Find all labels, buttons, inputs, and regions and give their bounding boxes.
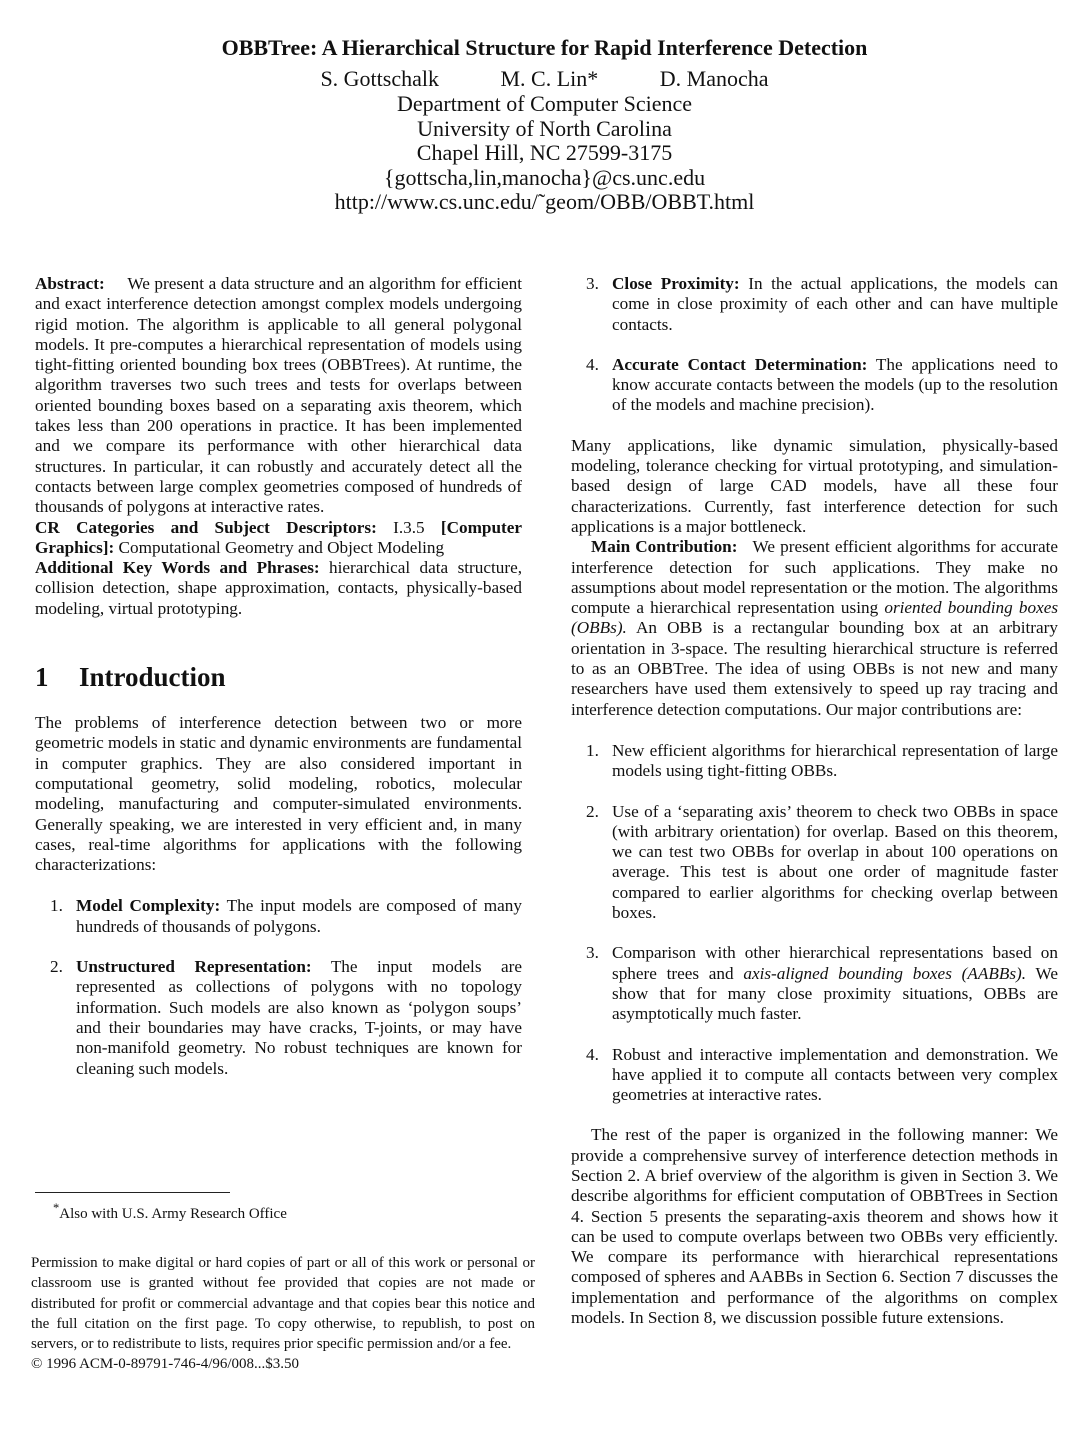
applications-paragraph: Many applications, like dynamic simulation, physically-based modeling, tolerance checking for virtual prototyping, and simulation-based design of large CAD models, have all these four characterizations. Currently, fast interference detection for such applications is a major bottleneck. <box>571 435 1058 536</box>
footnote-text: Also with U.S. Army Research Office <box>59 1206 287 1222</box>
list-number: 4. <box>586 354 599 374</box>
abstract-label: Abstract: <box>35 274 105 293</box>
list-item <box>571 355 1058 416</box>
project-url[interactable]: http://www.cs.unc.edu/˜geom/OBB/OBBT.html <box>334 189 755 214</box>
list-item <box>571 274 1058 335</box>
keywords-label: Additional Key Words and Phrases: <box>35 558 320 578</box>
list-item-text: The input models are composed of many hundreds of thousands of polygons. <box>76 896 522 936</box>
cr-label: CR Categories and Subject Descriptors: <box>35 517 377 537</box>
affiliation-line: Chapel Hill, NC 27599-3175 <box>416 140 673 165</box>
main-contribution-text: An OBB is a rectangular bounding box at an arbitrary orientation in 3-space. The resulting hierarchical structure is referred to as an OBBTree. The idea of using OBBs is not new and many researchers have used them extensively to speed up ray tracing and interference detection computations. Our major contributions are: <box>571 618 1058 719</box>
affiliation-line: Department of Computer Science <box>396 91 693 116</box>
keywords <box>35 558 522 619</box>
paper-title: OBBTree: A Hierarchical Structure for Rapid Interference Detection <box>221 35 868 60</box>
abstract-text: We present a data structure and an algorithm for efficient and exact interference detection amongst complex models undergoing rigid motion. The algorithm is applicable to all general polygonal models. It pre-computes a hierarchical representation of models using tight-fitting oriented bounding box trees (OBBTrees). At runtime, the algorithm traverses two such trees and tests for overlaps between oriented bounding boxes based on a separating axis theorem, which takes less than 200 operations in practice. It has been implemented and we compare its performance with other hierarchical data structures. In particular, it can robustly and accurately detect all the contacts between large complex geometries composed of hundreds of thousands of polygons at interactive rates. <box>35 274 522 517</box>
list-item-label: Accurate Contact Determination: <box>612 354 868 374</box>
list-item-text: The input models are represented as collections of polygons with no topology information. Such models are also known as ‘polygon soups’ and their boundaries may have cracks, T-joints, or may have non-manifold geometry. No robust techniques are known for cleaning such models. <box>76 957 522 1078</box>
list-item <box>35 957 522 1079</box>
list-number: 4. <box>586 1044 599 1064</box>
list-item-text: Use of a ‘separating axis’ theorem to check two OBBs in space (with arbitrary orientation) for overlap. Based on this theorem, we can test two OBBs for overlap in about 100 operations on average. This test is about one order of magnitude faster compared to earlier algorithms for checking overlap between boxes. <box>612 801 1058 923</box>
list-number: 3. <box>586 274 599 293</box>
cr-bold: [Computer Graphics]: <box>35 517 523 557</box>
copyright-line: © 1996 ACM-0-89791-746-4/96/008...$3.50 <box>31 1356 300 1373</box>
list-item <box>571 1045 1058 1106</box>
section-heading <box>35 661 522 693</box>
list-item <box>571 741 1058 782</box>
list-number: 2. <box>586 801 599 821</box>
list-number: 2. <box>50 957 63 977</box>
list-item-text: Robust and interactive implementation and demonstration. We have applied it to compute all contacts between very complex geometries at interactive rates. <box>612 1044 1058 1105</box>
footnote-rule <box>35 1192 230 1193</box>
contribution-list <box>571 741 1058 1105</box>
list-item-label: Close Proximity: <box>612 274 740 293</box>
author-name: D. Manocha <box>659 66 769 91</box>
affiliation-line: University of North Carolina <box>417 115 672 141</box>
list-item-label: Unstructured Representation: <box>76 957 312 977</box>
main-contribution-paragraph <box>571 537 1058 720</box>
intro-paragraph: The problems of interference detection between two or more geometric models in static and dynamic environments are fundamental in computer graphics. They are also considered important in computational geometry, solid modeling, robotics, molecular modeling, manufacturing and computer-simulated environments. Generally speaking, we are interested in very efficient and, in many cases, real-time algorithms for applications with the following characterizations: <box>35 713 522 875</box>
footnote-mark: * <box>53 1201 60 1215</box>
characterization-list-continued <box>571 274 1058 416</box>
main-contribution-label: Main Contribution: <box>591 537 738 557</box>
author-name: M. C. Lin* <box>500 66 599 91</box>
author-name: S. Gottschalk <box>320 66 439 91</box>
list-item-italic: axis-aligned bounding boxes (AABBs). <box>743 963 1027 983</box>
organization-paragraph: The rest of the paper is organized in the following manner: We provide a comprehensive survey of interference detection methods in Section 2. A brief overview of the algorithm is given in Section 3. We describe algorithms for efficient computation of OBBTrees in Section 4. Section 5 presents the separating-axis theorem and shows how it can be used to compute overlaps between two OBBs very efficiently. We compare its performance with hierarchical representations composed of spheres and AABBs in Section 6. Section 7 discusses the implementation and performance of the algorithms on complex models. In Section 8, we discussion possible future extensions. <box>571 1125 1058 1328</box>
section-title: Introduction <box>79 662 226 693</box>
list-item <box>571 943 1058 1024</box>
permission-notice <box>31 1253 535 1375</box>
author-list <box>0 66 1089 92</box>
author-emails: {gottscha,lin,manocha}@cs.unc.edu <box>383 164 706 190</box>
list-item-text: Comparison with other hierarchical representations based on sphere trees and <box>612 943 1058 983</box>
characterization-list <box>35 896 522 1078</box>
cr-categories <box>35 518 522 559</box>
list-item <box>571 802 1058 924</box>
cr-code: I.3.5 <box>393 517 425 537</box>
main-contribution-italic: oriented bounding boxes (OBBs). <box>571 598 1059 638</box>
paper-header <box>0 34 1089 215</box>
list-item-text: The applications need to know accurate contacts between the models (up to the resolution of the models and machine precision). <box>612 354 1058 415</box>
right-column <box>571 274 1058 1328</box>
left-column <box>35 274 522 1099</box>
list-number: 1. <box>586 740 599 760</box>
list-item-label: Model Complexity: <box>76 896 221 916</box>
list-item <box>35 896 522 937</box>
permission-text: Permission to make digital or hard copies of part or all of this work or personal or classroom use is granted without fee provided that copies are not made or distributed for profit or commercial advantage and that copies bear this notice and the full citation on the first page. To copy otherwise, to republish, to post on servers, or to redistribute to lists, requires prior specific permission and/or a fee. <box>31 1255 535 1353</box>
section-number: 1 <box>35 662 49 693</box>
footnote <box>53 1199 287 1223</box>
main-contribution-text: We present efficient algorithms for accurate interference detection for such applications. They make no assumptions about model representation or the motion. The algorithms compute a hierarchical representation using <box>571 537 1058 618</box>
list-item-text: We show that for many close proximity situations, OBBs are asymptotically much faster. <box>612 963 1058 1024</box>
list-item-text: New efficient algorithms for hierarchical representation of large models using tight-fitting OBBs. <box>612 740 1058 781</box>
keywords-text: hierarchical data structure, collision detection, shape approximation, contacts, physically-based modeling, virtual prototyping. <box>35 558 522 618</box>
list-item-text: In the actual applications, the models can come in close proximity of each other and can have multiple contacts. <box>612 274 1058 334</box>
cr-text: Computational Geometry and Object Modeling <box>118 537 445 557</box>
abstract <box>35 274 522 518</box>
list-number: 1. <box>50 896 63 916</box>
list-number: 3. <box>586 943 599 963</box>
